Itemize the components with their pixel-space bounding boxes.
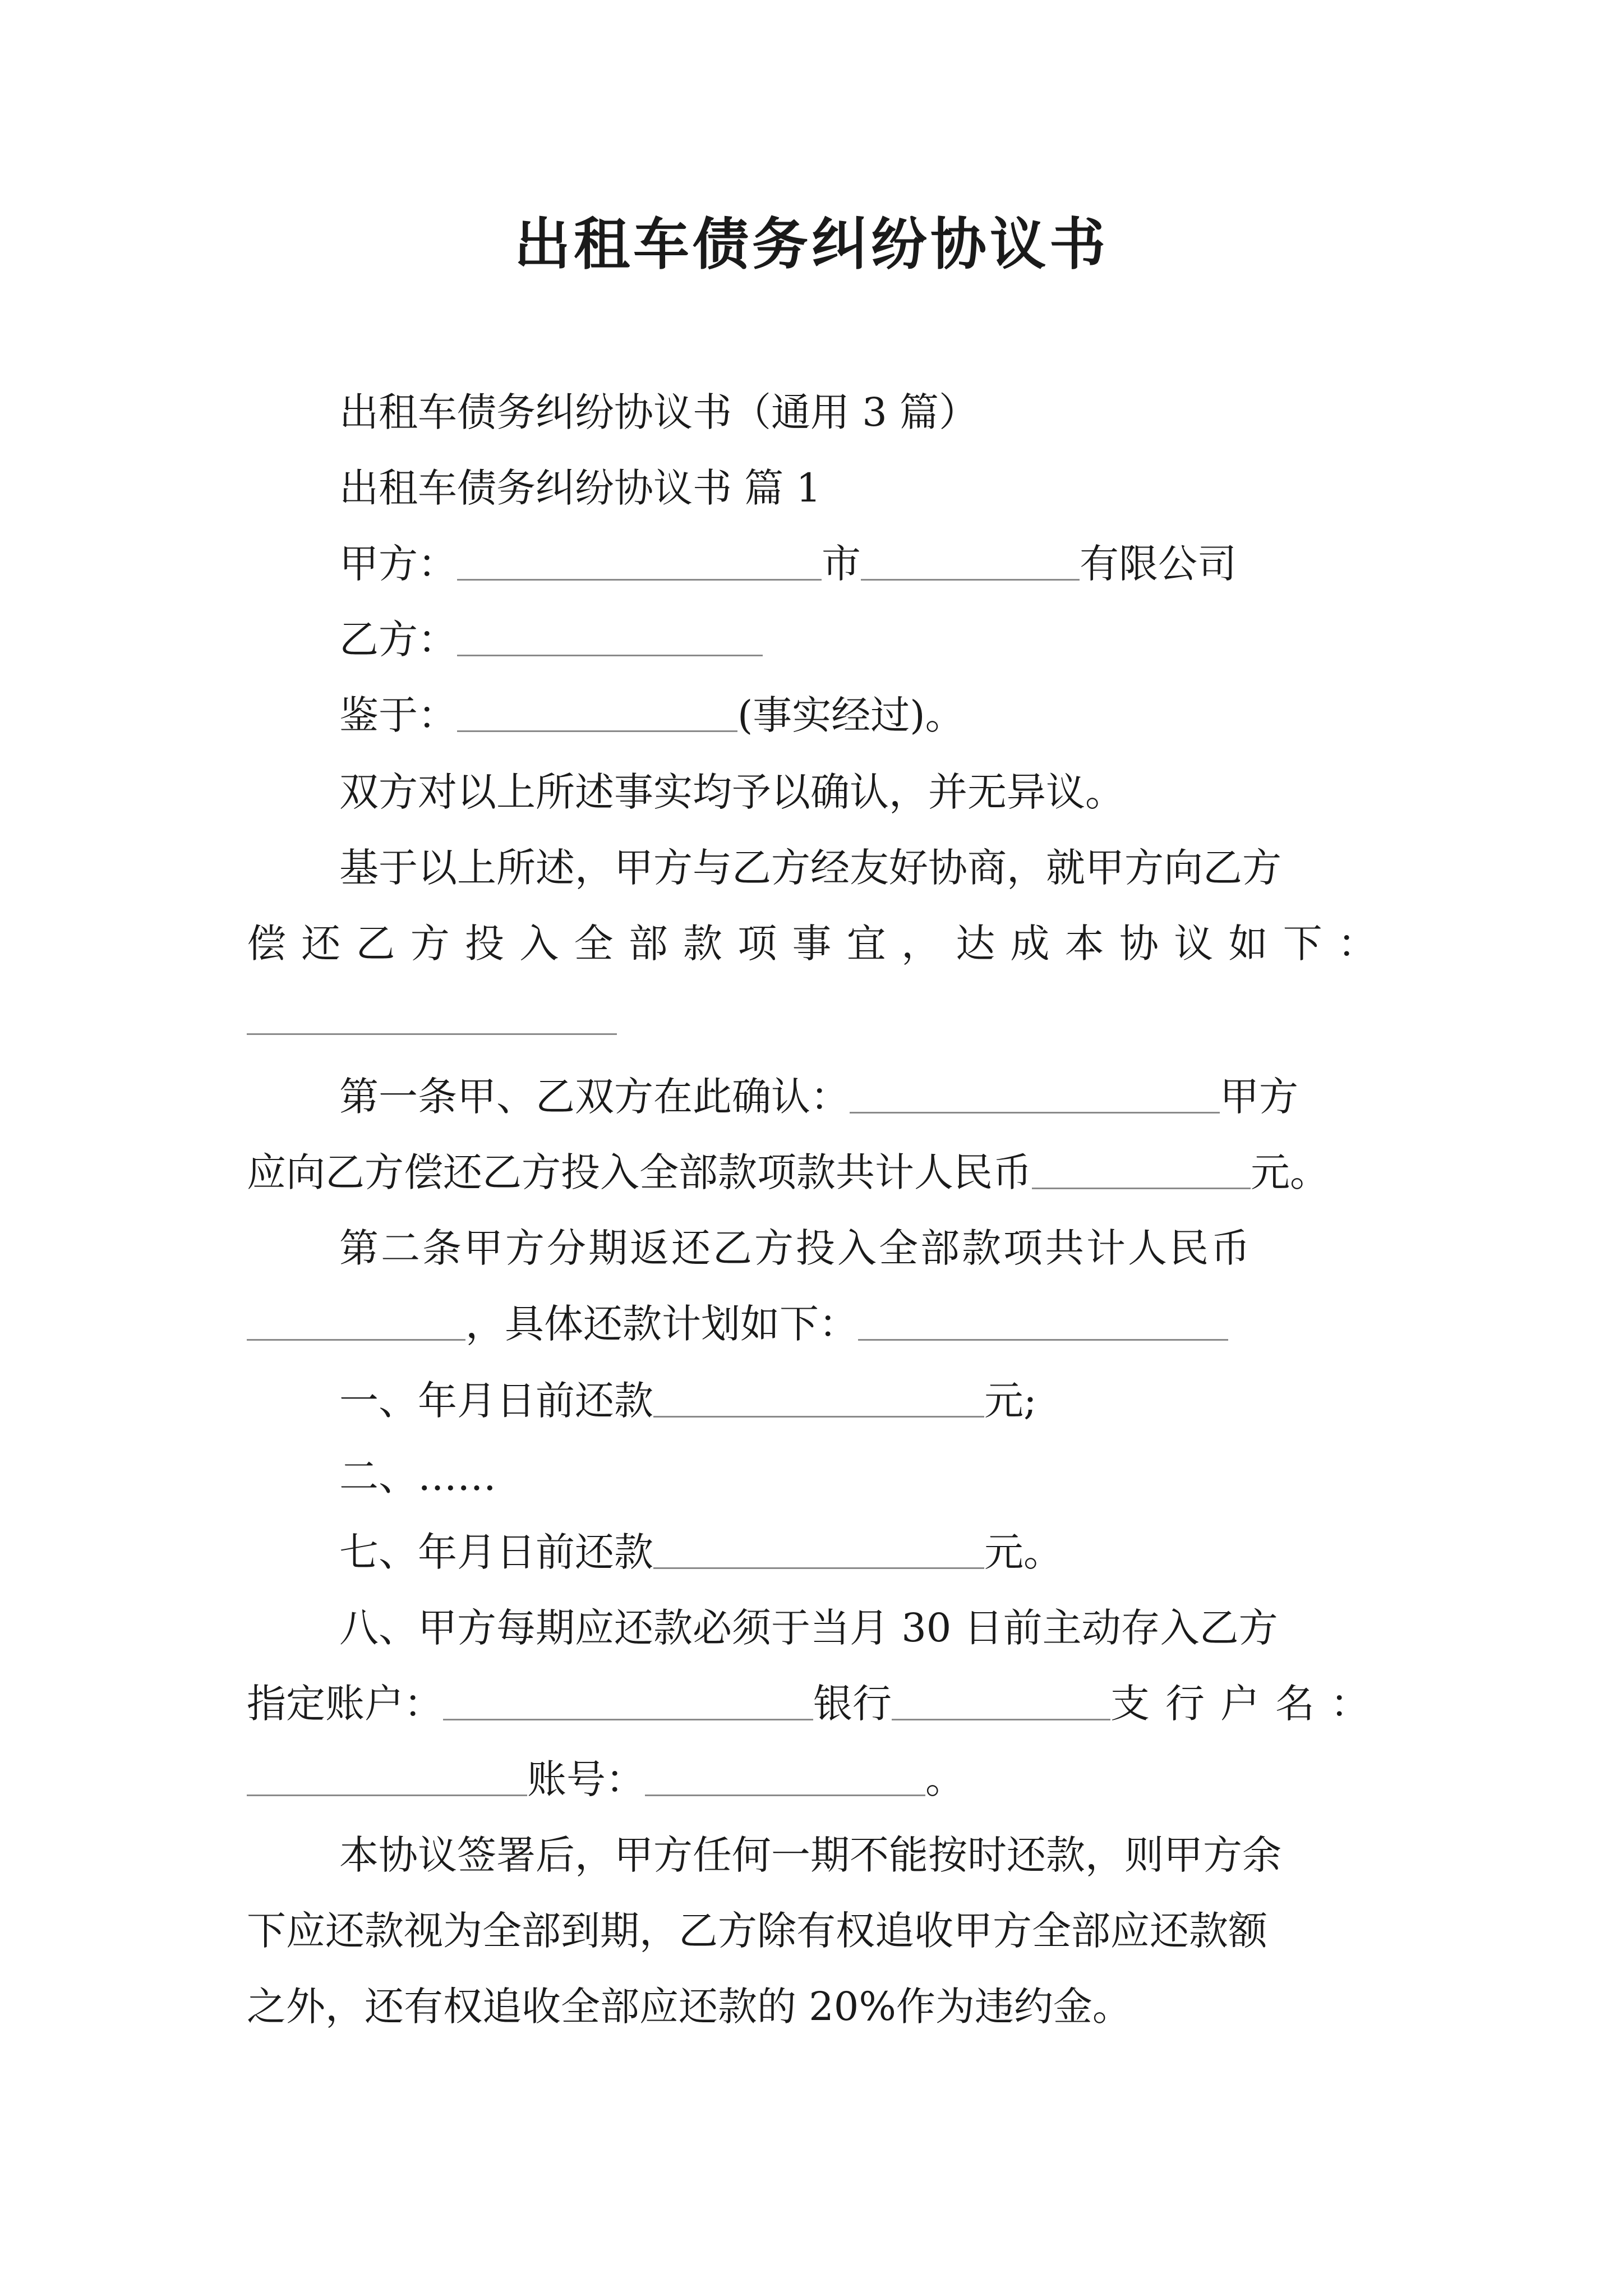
article-2-line-1: 第二条甲方分期返还乙方投入全部款项共计人民币 [339,1225,1252,1271]
article-8-line-1: 八、甲方每期应还款必须于当月 30 日前主动存入乙方 [339,1605,1278,1651]
party-a-city-suffix: 市 [822,541,861,587]
basis-blank-line [247,990,617,1046]
whereas-line [339,687,965,743]
plan-item-1 [339,1373,1037,1429]
article-1-amount-prefix: 应向乙方偿还乙方投入全部款项款共计人民币 [247,1149,1032,1195]
party-b-name-blank [457,614,763,656]
plan-item-7-prefix: 七、年月日前还款 [339,1529,653,1575]
party-a-line [339,536,1237,592]
article-2-amount-blank [247,1299,465,1341]
article-1-line-1 [339,1069,1298,1125]
plan-item-2: 二、…… [339,1453,496,1499]
basis-blank [247,993,617,1035]
article-1-amount-blank [1032,1147,1251,1189]
article-8-account-label: 指定账户： [247,1681,443,1727]
article-1-amount-suffix: 元。 [1251,1149,1329,1195]
article-8-branch-label: 支行户名： [1110,1681,1385,1727]
basis-paragraph-line-1: 基于以上所述，甲方与乙方经友好协商，就甲方向乙方 [339,845,1281,891]
article-2-plan-blank [858,1299,1228,1341]
article-8-line-3 [247,1751,965,1807]
article-1-prefix: 第一条甲、乙双方在此确认： [339,1074,850,1120]
article-8-holder-blank [247,1754,527,1796]
document-title: 出租车债务纠纷协议书 [514,211,1109,277]
article-8-end: 。 [925,1756,965,1802]
party-b-label: 乙方： [339,616,457,662]
subtitle: 出租车债务纠纷协议书（通用 3 篇） [339,389,979,435]
penalty-line-3: 之外，还有权追收全部应还款的 20%作为违约金。 [247,1984,1132,2030]
article-8-account-no-blank [645,1754,925,1796]
party-a-name-blank [457,539,822,581]
plan-item-7-suffix: 元。 [984,1529,1063,1575]
whereas-label: 鉴于： [339,692,457,738]
plan-item-1-blank [653,1375,984,1418]
plan-item-1-prefix: 一、年月日前还款 [339,1378,653,1424]
whereas-blank [457,690,737,732]
article-8-account-no-label: 账号： [527,1756,645,1802]
party-a-company-suffix: 有限公司 [1080,541,1237,587]
article-8-bank-blank [443,1678,813,1720]
article-8-branch-blank [892,1678,1110,1720]
plan-item-7-blank [653,1527,984,1569]
article-8-line-2 [247,1676,1385,1732]
penalty-line-1: 本协议签署后，甲方任何一期不能按时还款，则甲方余 [339,1832,1281,1878]
article-1-confirm-blank [850,1071,1220,1114]
confirm-paragraph: 双方对以上所述事实均予以确认，并无异议。 [339,769,1124,815]
article-8-bank-label: 银行 [813,1681,892,1727]
article-1-suffix: 甲方 [1220,1074,1298,1120]
penalty-line-2: 下应还款视为全部到期，乙方除有权追收甲方全部应还款额 [247,1908,1267,1954]
plan-item-1-suffix: 元; [984,1378,1037,1424]
plan-item-7 [339,1524,1063,1580]
article-1-line-2 [247,1144,1329,1200]
party-a-label: 甲方： [339,541,457,587]
chapter-heading: 出租车债务纠纷协议书 篇 1 [339,465,822,511]
basis-paragraph-line-2: 偿还乙方投入全部款项事宜，达成本协议如下： [247,921,1377,967]
article-2-middle: ，具体还款计划如下： [465,1301,858,1347]
whereas-suffix: (事实经过)。 [737,692,965,738]
article-2-line-2 [247,1296,1228,1352]
party-a-company-blank [861,539,1080,581]
party-b-line [339,611,763,668]
